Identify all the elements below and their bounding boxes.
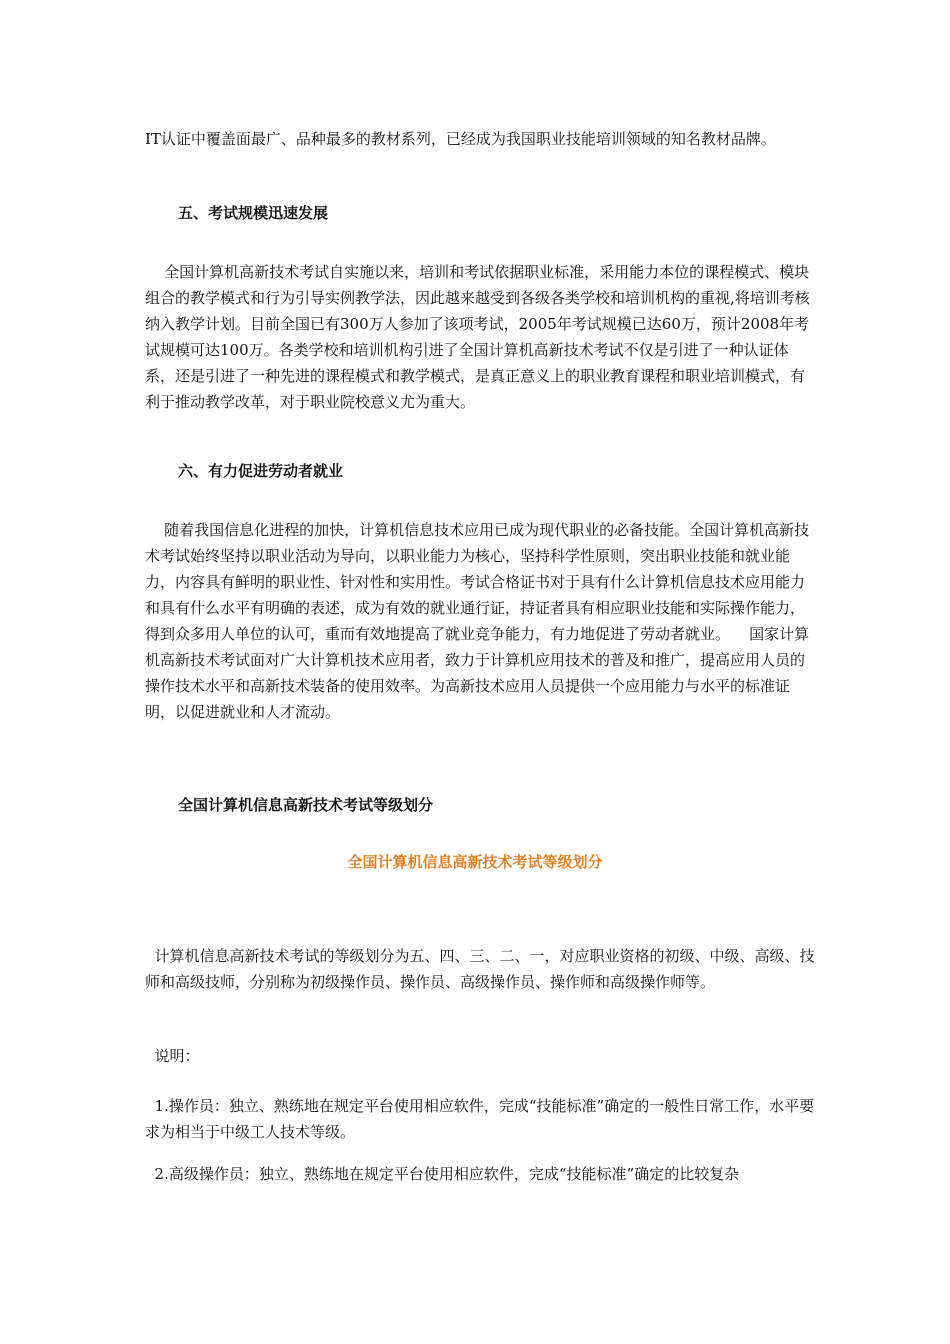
section-5-paragraph: 全国计算机高新技术考试自实施以来，培训和考试依据职业标准，采用能力本位的课程模式、模块组合的教学模式和行为引导实例教学法，因此越来越受到各级各类学校和培训机构的重视,将培训考核纳入教学计划。目前全国已有300万人参加了该项考试，2005年考试规模已达60万，预计2008年考试规模可达100万。各类学校和培训机构引进了全国计算机高新技术考试不仅是引进了一种认证体系，还是引进了一种先进的课程模式和教学模式，是真正意义上的职业教育课程和职业培训模式，有利于推动教学改革，对于职业院校意义尤为重大。 — [145, 263, 810, 411]
notes-label: 说明： — [145, 1047, 200, 1065]
grade-division-title: 全国计算机信息高新技术考试等级划分 — [347, 853, 603, 871]
intro-paragraph-tail: IT认证中覆盖面最广、品种最多的教材系列，已经成为我国职业技能培训领域的知名教材品牌。 — [145, 130, 776, 148]
grade-division-heading: 全国计算机信息高新技术考试等级划分 — [178, 796, 434, 814]
section-6-heading: 六、有力促进劳动者就业 — [178, 462, 344, 480]
section-5-heading: 五、考试规模迅速发展 — [178, 204, 329, 222]
grade-intro-paragraph: 计算机信息高新技术考试的等级划分为五、四、三、二、一，对应职业资格的初级、中级、高级、技师和高级技师，分别称为初级操作员、操作员、高级操作员、操作师和高级操作师等。 — [145, 947, 815, 991]
section-6-paragraph: 随着我国信息化进程的加快，计算机信息技术应用已成为现代职业的必备技能。全国计算机高新技术考试始终坚持以职业活动为导向，以职业能力为核心，坚持科学性原则，突出职业技能和就业能力，内容具有鲜明的职业性、针对性和实用性。考试合格证书对于具有什么计算机信息技术应用能力和具有什么水平有明确的表述，成为有效的就业通行证，持证者具有相应职业技能和实际操作能力，得到众多用人单位的认可，重而有效地提高了就业竞争能力，有力地促进了劳动者就业。 国家计算机高新技术考试面对广大计算机技术应用者，致力于计算机应用技术的普及和推广，提高应用人员的操作技术水平和高新技术装备的使用效率。为高新技术应用人员提供一个应用能力与水平的标准证明，以促进就业和人才流动。 — [145, 521, 810, 721]
grade-item-1: 1.操作员：独立、熟练地在规定平台使用相应软件，完成“技能标准”确定的一般性日常工作，水平要求为相当于中级工人技术等级。 — [145, 1097, 815, 1141]
grade-item-2: 2.高级操作员：独立、熟练地在规定平台使用相应软件，完成“技能标准”确定的比较复杂 — [145, 1165, 740, 1183]
